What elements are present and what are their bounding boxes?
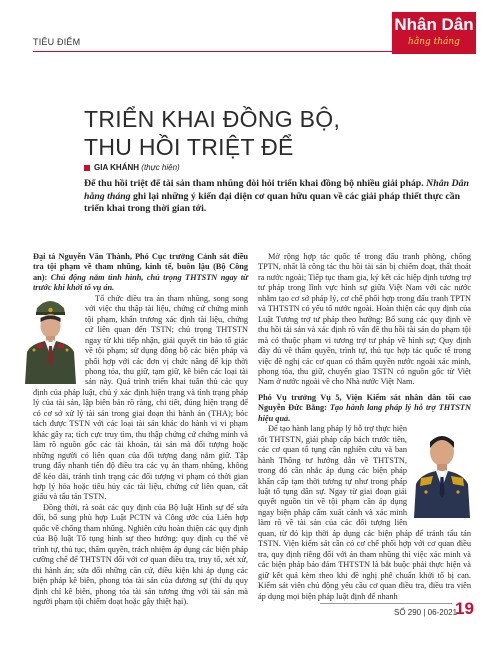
author-note: (thực hiện) [141,163,180,172]
section-label: TIÊU ĐIỂM [33,37,81,47]
sapo-publication: Nhân Dân hằng tháng [84,178,469,202]
title-line-2: THU HỒI TRIỆT ĐỂ [84,134,294,160]
column-left-paragraph-1: Tổ chức điều tra án tham nhũng, song song với việc thu thập tài liệu, chứng cứ chứng minh tội phạm, khẩn trương xác định tài liệu, chứng cứ liên quan đến TSTN; chủ trọng THTSTN ngay từ khi tiếp nhận, giải quyết tin báo tố giác về tội phạm; sử dụng đồng bộ các biện pháp và phối hợp với các đơn vị chức năng để kịp thời phong tỏa, thu giữ, tạm giữ, kê biên các loại tài sản này. Quá trình triển khai tuân thủ các quy định của pháp luật, chủ ý xác định hiện trạng và tình trạng pháp lý của tài sản, lập biên bản rõ ràng, chi tiết, đúng hiện trạng để có cơ sở xử lý tài sản trong giai đoạn thi hành án (THA); bóc tách được TSTN với các loại tài sản khác do hành vi vi phạm khác gây ra; tích cực truy tìm, thu thập chứng cứ chứng minh và làm rõ nguồn gốc các tài khoản, tài sản mà đối tượng hoặc những người có liên quan của đối tượng đang nắm giữ. Tập trung đẩy nhanh tiến độ điều tra các vụ án tham nhũng, không để kéo dài, tránh tình trạng các đối tượng vi phạm có thời gian hợp lý hóa hoặc tiêu hủy các tài liệu, chứng cứ liên quan, cất giấu và tẩu tán TSTN. [33,293,248,502]
interviewee-2-name: Phó Vụ trưởng Vụ 5, Viện Kiểm sát nhân dân tối cao Nguyễn Đức Bằng: [258,392,471,413]
title-line-1: TRIỂN KHAI ĐỒNG BỘ, [84,106,341,132]
logo-main: Nhân Dân [394,15,474,34]
prosecutor-portrait-icon [413,426,471,518]
publication-logo [392,12,476,54]
column-right-paragraph-2: Để tạo hành lang pháp lý hỗ trợ thực hiện tốt THTSTN, giải pháp cấp bách trước tiên, các cơ quan tổ tụng cần nghiên cứu và ban hành Thông tư hướng dẫn về THTSTN, trong đó cần nhắc áp dụng các biện pháp khẩn cấp tạm thời tương tự như trong pháp luật tố tụng dân sự. Ngay từ giai đoạn giải quyết nguồn tin về tội phạm cần áp dụng ngay biện pháp cấm xuất cảnh và xác minh làm rõ về tài sản của các đối tượng liên quan, từ đó kịp thời áp dụng các biện pháp để tránh tẩu tán TSTN. Viện kiểm sát cần có cơ chế phối hợp với cơ quan điều tra, quy định riêng đối với án tham nhũng thì việc xác minh và các biện pháp bảo đảm THTSTN là bắt buộc phải thực hiện và giữ kết quả kèm theo khi đề nghị phê chuẩn khởi tố bị can. Kiểm sát viên chủ động yêu cầu cơ quan điều tra, điều tra viên áp dụng mọi biện pháp luật định để nhanh [258,424,471,601]
officer-portrait-icon [23,296,78,384]
interviewee-1-name: Đại tá Nguyễn Văn Thành, Phó Cục trưởng Cảnh sát điều tra tội phạm về tham nhũng, kinh tế, buôn lậu (Bộ Công an): [33,252,248,282]
portrait-1 [23,296,78,384]
byline-square-icon [84,165,90,171]
column-left-paragraph-2: Đồng thời, rà soát các quy định của Bộ luật Hình sự để sửa đổi, bổ sung phù hợp Luật PCTN và Công ước của Liên hợp quốc về chống tham nhũng. Nghiên cứu hoàn thiện các quy định của Bộ luật Tố tụng hình sự theo hướng: quy định cụ thể về trình tự, thủ tục, thẩm quyền, trách nhiệm áp dụng các biện pháp cưỡng chế để THTSTN đối với cơ quan điều tra, truy tố, xét xử, thi hành án; sửa đổi những căn cứ, điều kiện khi áp dụng các biện pháp kê biên, phong tỏa tài sản của đương sự (thí dụ quy định chỉ kê biên, phong tỏa tài sản tương ứng với tài sản mà người phạm tội chiếm đoạt hoặc gây thiệt hại). [33,502,248,606]
author-name: GIA KHÁNH [94,163,140,172]
footer-rule [320,603,452,604]
interviewee-2-lead [258,393,471,424]
issue-label: SỐ 290 | 06-2021 [394,608,458,617]
column-left [33,252,248,607]
portrait-2 [413,426,471,518]
article-sapo [84,178,472,216]
sapo-rest: ghi lại những ý kiến đại diện cơ quan hữu quan về các giải pháp thiết thực cần triển khai trong thời gian tới. [84,190,461,215]
article-title [84,105,464,161]
byline [84,163,180,172]
column-right [258,252,471,602]
column-right-paragraph-1: Mở rộng hợp tác quốc tế trong đấu tranh phòng, chống TPTN, nhất là công tác thu hồi tài sản bị chiếm đoạt, thất thoát ra nước ngoài; Tiếp tục tham gia, ký kết các hiệp định tương trợ tư pháp trong lĩnh vực hình sự giữa Việt Nam với các nước nhằm tạo cơ sở pháp lý, cơ chế phối hợp trong đấu tranh TPTN và THTSTN có yếu tố nước ngoài. Hoàn thiện các quy định của Luật Tương trợ tư pháp theo hướng: Bổ sung các quy định về thu hồi tài sản và xác định rõ vấn đề thu hồi tài sản do phạm tội mà có thuộc phạm vi tương trợ tư pháp về hình sự; Quy định đầy đủ về thẩm quyền, trình tự, thủ tục hợp tác quốc tế trong việc đề nghị các cơ quan có thẩm quyền nước ngoài xác minh, phong tỏa, thu giữ, chuyển giao TSTN có nguồn gốc từ Việt Nam ở nước ngoài về cho Nhà nước Việt Nam. [258,252,471,387]
interviewee-2-headline: Tạo hành lang pháp lý hỗ trợ THTSTN hiệu quả. [258,403,471,423]
interviewee-1-lead [33,252,248,294]
interviewee-1-headline: Chủ động nắm tình hình, chủ trọng THTSTN ngay từ trước khi khởi tố vụ án. [33,272,248,293]
sapo-line-1: Để thu hồi triệt để tài sản tham nhũng đòi hỏi triển khai đồng bộ nhiều giải pháp. [84,178,424,189]
page-number: 19 [455,599,474,618]
logo-sub: hằng tháng [408,37,460,47]
